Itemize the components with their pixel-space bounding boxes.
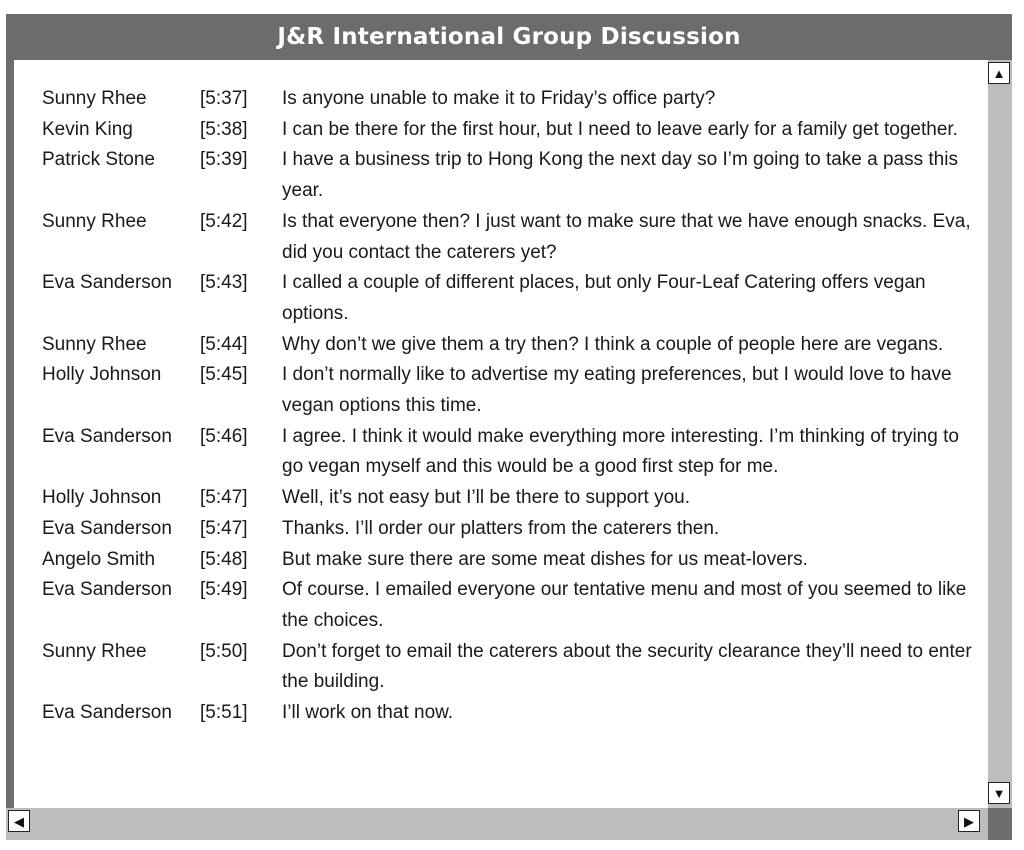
scroll-up-button[interactable]: [988, 62, 1010, 84]
timestamp: [5:42]: [200, 210, 248, 232]
sender-name: Kevin King: [42, 118, 133, 140]
sender-name: Sunny Rhee: [42, 640, 147, 662]
scrollbar-corner: [988, 808, 1012, 840]
scroll-right-button[interactable]: [958, 810, 980, 832]
message-text: But make sure there are some meat dishes for us meat-lovers.: [282, 548, 808, 570]
message-row: [14, 575, 988, 636]
arrow-down-icon: ▼: [992, 785, 1006, 801]
timestamp: [5:43]: [200, 272, 248, 294]
timestamp: [5:50]: [200, 640, 248, 662]
message-text: Of course. I emailed everyone our tentative menu and most of you seemed to like the choices.: [282, 579, 967, 631]
vertical-scrollbar[interactable]: [988, 60, 1012, 808]
message-row: [14, 207, 988, 268]
message-row: [14, 545, 988, 576]
sender-name: Holly Johnson: [42, 364, 162, 386]
message-text: Is anyone unable to make it to Friday’s office party?: [282, 88, 716, 109]
message-text: Is that everyone then? I just want to make sure that we have enough snacks. Eva, did you contact the caterers yet?: [282, 210, 971, 263]
message-row: [14, 422, 988, 483]
message-text: I agree. I think it would make everything more interesting. I’m thinking of trying to go vegan myself and this would be a good first step for me.: [282, 425, 959, 478]
message-container: [14, 60, 988, 729]
message-text: Don’t forget to email the caterers about the security clearance they’ll need to enter the building.: [282, 640, 972, 693]
message-text: Why don’t we give them a try then? I think a couple of people here are vegans.: [282, 333, 944, 355]
message-row: [14, 84, 988, 115]
sender-name: Sunny Rhee: [42, 88, 147, 109]
message-row: [14, 145, 988, 206]
message-row: [14, 268, 988, 329]
chat-window: [6, 14, 1012, 840]
timestamp: [5:48]: [200, 548, 248, 570]
timestamp: [5:39]: [200, 149, 248, 171]
message-row: [14, 115, 988, 146]
message-row: [14, 330, 988, 361]
arrow-right-icon: ▶: [964, 813, 974, 829]
scroll-down-button[interactable]: [988, 782, 1010, 804]
sender-name: Eva Sanderson: [42, 272, 172, 294]
sender-name: Eva Sanderson: [42, 579, 172, 601]
sender-name: Angelo Smith: [42, 548, 156, 570]
sender-name: Eva Sanderson: [42, 517, 172, 539]
message-text: I have a business trip to Hong Kong the next day so I’m going to take a pass this year.: [282, 149, 958, 202]
message-row: [14, 514, 988, 545]
sender-name: Sunny Rhee: [42, 210, 147, 232]
message-list[interactable]: [14, 60, 988, 808]
timestamp: [5:45]: [200, 364, 248, 386]
message-row: [14, 698, 988, 729]
timestamp: [5:44]: [200, 333, 248, 355]
message-row: [14, 360, 988, 421]
timestamp: [5:37]: [200, 88, 248, 109]
message-text: Well, it’s not easy but I’ll be there to support you.: [282, 487, 691, 509]
timestamp: [5:49]: [200, 579, 248, 601]
message-text: I can be there for the first hour, but I need to leave early for a family get together.: [282, 118, 958, 140]
message-row: [14, 483, 988, 514]
arrow-up-icon: ▲: [992, 65, 1006, 81]
sender-name: Eva Sanderson: [42, 425, 172, 447]
timestamp: [5:47]: [200, 487, 248, 509]
message-text: I don’t normally like to advertise my eating preferences, but I would love to have vegan options this time.: [282, 364, 952, 417]
message-text: I’ll work on that now.: [282, 702, 454, 724]
horizontal-scrollbar[interactable]: [6, 808, 988, 840]
timestamp: [5:38]: [200, 118, 248, 140]
message-text: I called a couple of different places, but only Four-Leaf Catering offers vegan options.: [282, 272, 926, 324]
arrow-left-icon: ◀: [14, 813, 24, 829]
timestamp: [5:47]: [200, 517, 248, 539]
sender-name: Holly Johnson: [42, 487, 162, 509]
sender-name: Sunny Rhee: [42, 333, 147, 355]
message-row: [14, 637, 988, 698]
sender-name: Eva Sanderson: [42, 702, 172, 724]
timestamp: [5:51]: [200, 702, 248, 724]
window-title: J&R International Group Discussion: [6, 14, 1012, 60]
sender-name: Patrick Stone: [42, 149, 155, 171]
scroll-left-button[interactable]: [8, 810, 30, 832]
timestamp: [5:46]: [200, 425, 248, 447]
message-text: Thanks. I’ll order our platters from the caterers then.: [282, 517, 720, 539]
